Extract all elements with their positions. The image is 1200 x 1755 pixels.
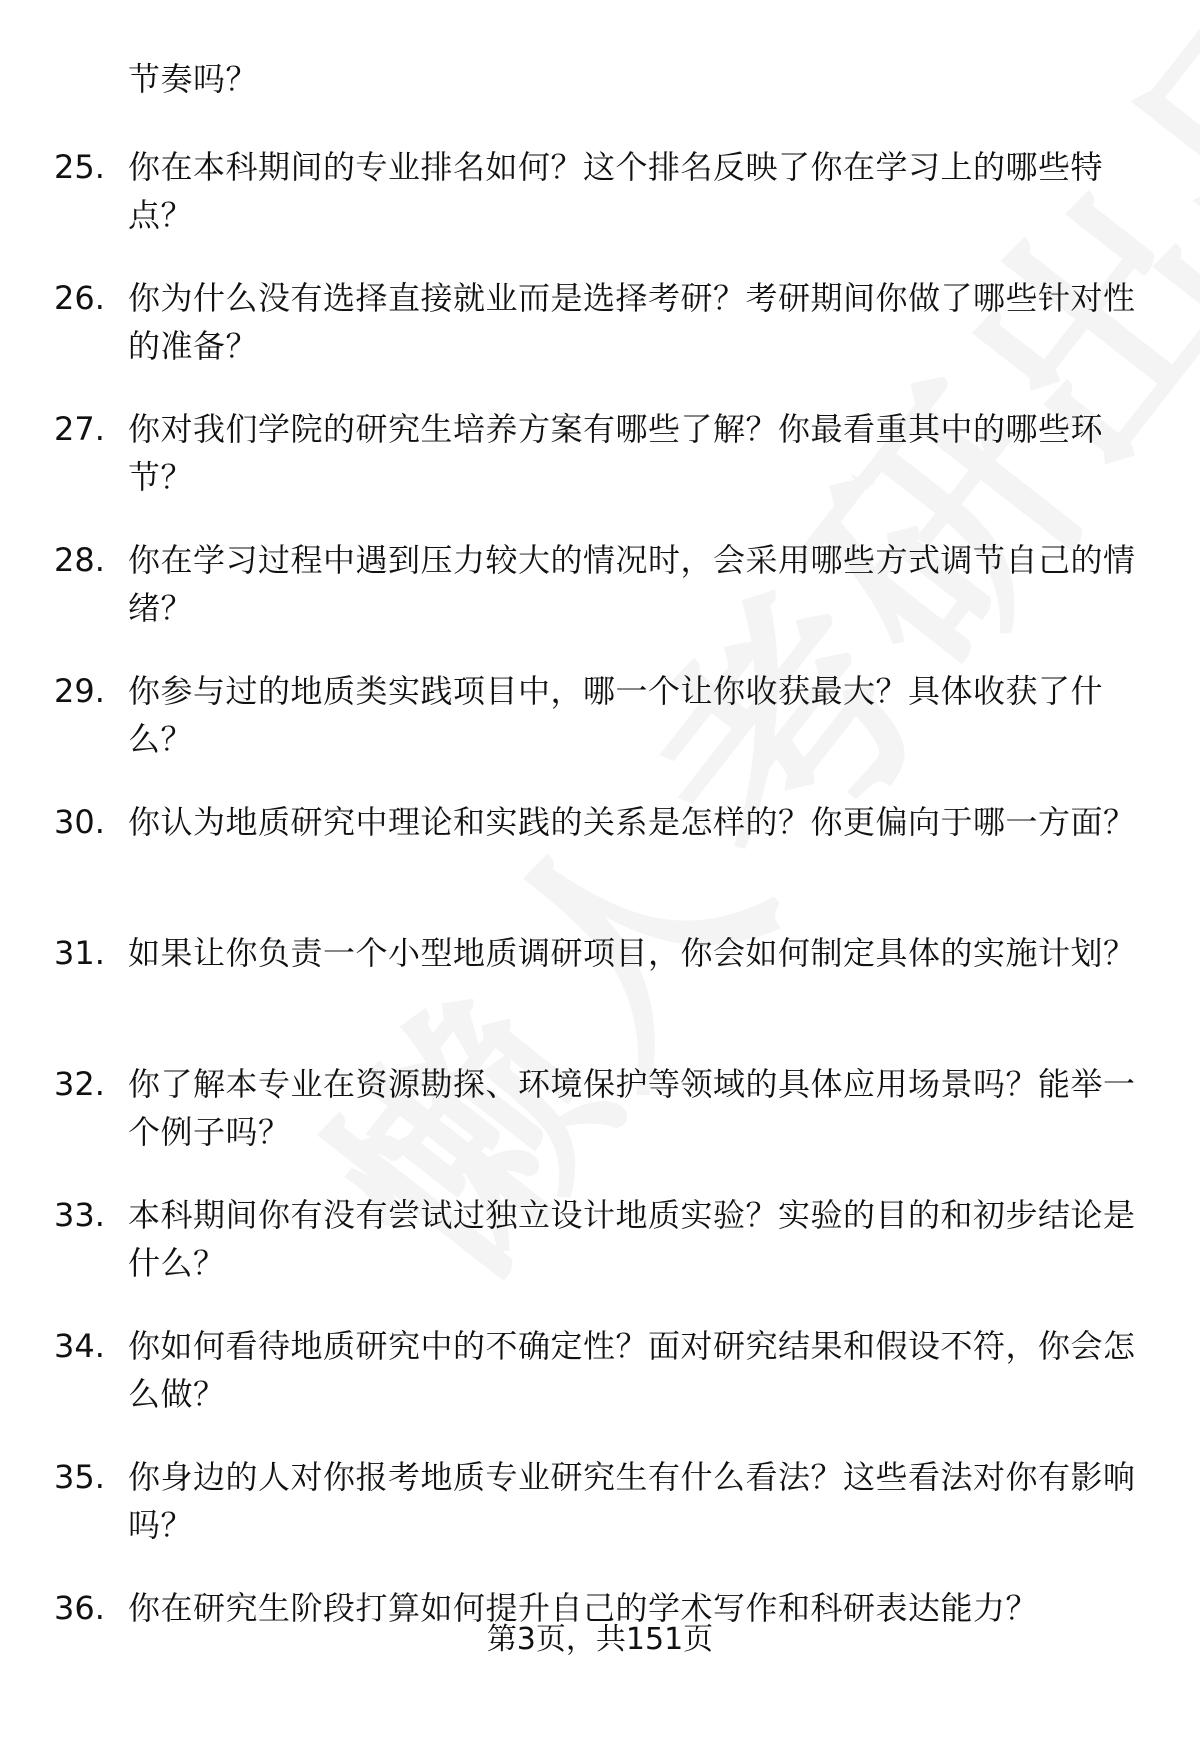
list-item	[0, 405, 1200, 536]
question-number: 31.	[54, 934, 105, 972]
list-item	[0, 536, 1200, 667]
list-item	[0, 1453, 1200, 1584]
question-number: 36.	[54, 1589, 105, 1627]
list-item	[0, 1322, 1200, 1453]
question-number: 27.	[54, 410, 105, 448]
question-number: 25.	[54, 148, 105, 186]
list-item	[0, 1191, 1200, 1322]
question-number: 30.	[54, 803, 105, 841]
question-text: 你在学习过程中遇到压力较大的情况时，会采用哪些方式调节自己的情绪？	[128, 541, 1136, 627]
question-text: 你在本科期间的专业排名如何？这个排名反映了你在学习上的哪些特点？	[128, 148, 1104, 234]
question-number: 26.	[54, 279, 105, 317]
page-footer: 第3页，共151页	[486, 1622, 714, 1657]
question-text: 你了解本专业在资源勘探、环境保护等领域的具体应用场景吗？能举一个例子吗？	[128, 1065, 1136, 1151]
question-text: 如果让你负责一个小型地质调研项目，你会如何制定具体的实施计划？	[128, 934, 1136, 972]
question-text: 你为什么没有选择直接就业而是选择考研？考研期间你做了哪些针对性的准备？	[128, 279, 1136, 365]
question-text: 你在研究生阶段打算如何提升自己的学术写作和科研表达能力？	[128, 1589, 1039, 1627]
question-number: 29.	[54, 672, 105, 710]
question-list	[0, 143, 1200, 1715]
question-number: 32.	[54, 1065, 105, 1103]
question-number: 35.	[54, 1458, 105, 1496]
question-text: 你对我们学院的研究生培养方案有哪些了解？你最看重其中的哪些环节？	[128, 410, 1104, 496]
question-text: 你认为地质研究中理论和实践的关系是怎样的？你更偏向于哪一方面？	[128, 803, 1136, 841]
list-item	[0, 667, 1200, 798]
question-text: 本科期间你有没有尝试过独立设计地质实验？实验的目的和初步结论是什么？	[128, 1196, 1136, 1282]
list-item	[0, 1060, 1200, 1191]
question-number: 28.	[54, 541, 105, 579]
question-text: 你身边的人对你报考地质专业研究生有什么看法？这些看法对你有影响吗？	[128, 1458, 1136, 1544]
question-text: 你参与过的地质类实践项目中，哪一个让你收获最大？具体收获了什么？	[128, 672, 1104, 758]
list-item	[0, 274, 1200, 405]
continuation-text: 节奏吗？	[128, 60, 259, 98]
question-number: 33.	[54, 1196, 105, 1234]
list-item	[0, 929, 1200, 1060]
list-item	[0, 143, 1200, 274]
question-number: 34.	[54, 1327, 105, 1365]
question-text: 你如何看待地质研究中的不确定性？面对研究结果和假设不符，你会怎么做？	[128, 1327, 1136, 1413]
list-item	[0, 798, 1200, 929]
